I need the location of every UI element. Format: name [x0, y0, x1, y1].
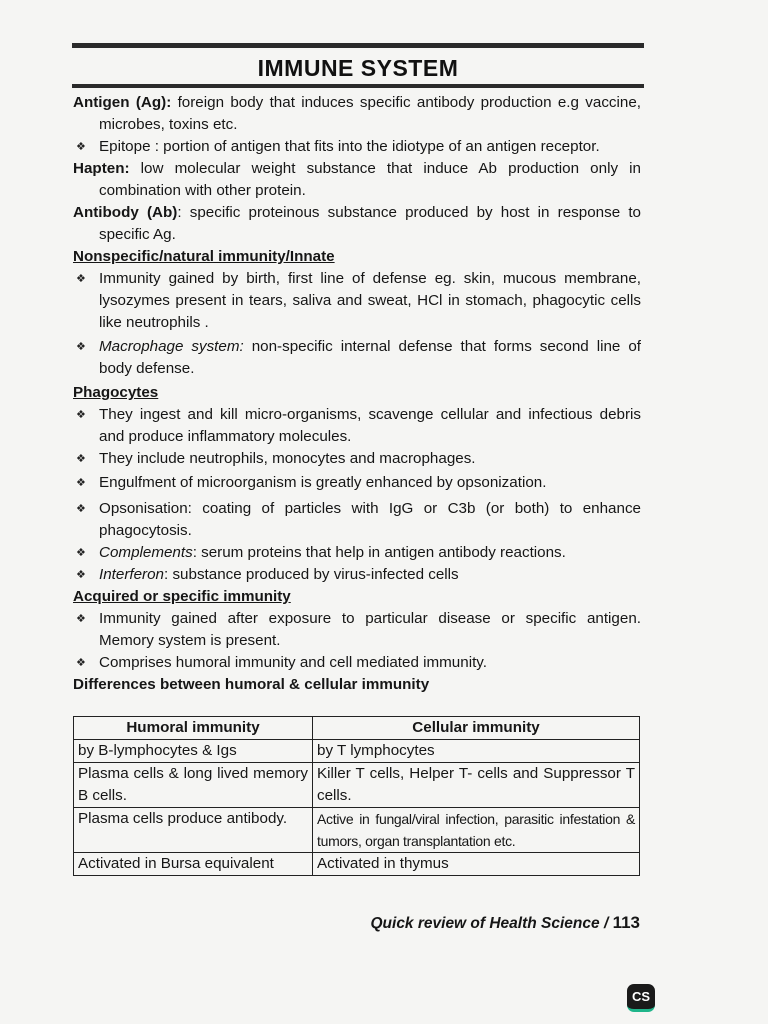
bullet-icon: ❖ — [76, 453, 86, 465]
table-cell: by B-lymphocytes & Igs — [74, 740, 313, 763]
phagocytes-bullet-1 — [73, 404, 641, 448]
epitope-bullet — [73, 136, 641, 158]
table-cell: Plasma cells & long lived memory B cells. — [74, 763, 313, 808]
bullet-icon: ❖ — [76, 547, 86, 559]
table-caption: Differences between humoral & cellular immunity — [73, 676, 430, 693]
table-cell: Active in fungal/viral infection, parasitic infestation & tumors, organ transplantation etc. — [313, 808, 640, 853]
phagocytes-heading: Phagocytes — [73, 384, 159, 401]
nonspecific-heading: Nonspecific/natural immunity/Innate — [73, 248, 335, 265]
phagocytes-bullet-2 — [73, 448, 641, 470]
phagocytes-bullet-6 — [73, 564, 641, 586]
complements-text: : serum proteins that help in antigen antibody reactions. — [192, 544, 566, 561]
acquired-bullet-1 — [73, 608, 641, 652]
table-row — [74, 808, 640, 853]
bullet-icon: ❖ — [76, 141, 86, 153]
phagocytes-bullet-3 — [73, 472, 641, 494]
macrophage-term: Macrophage system: — [99, 338, 244, 355]
hapten-definition — [73, 158, 641, 202]
epitope-text: Epitope : portion of antigen that fits into the idiotype of an antigen receptor. — [99, 138, 600, 155]
complements-term: Complements — [99, 544, 193, 561]
hapten-text: low molecular weight substance that induce Ab production only in combination with other protein. — [99, 160, 641, 199]
nonspecific-bullet-2 — [73, 336, 641, 380]
table-cell: Activated in thymus — [313, 853, 640, 876]
antibody-term: Antibody (Ab) — [73, 204, 178, 221]
table-cell: Plasma cells produce antibody. — [74, 808, 313, 853]
bullet-icon: ❖ — [76, 273, 86, 285]
title-rule-top — [72, 43, 644, 48]
table-header-cellular: Cellular immunity — [313, 717, 640, 740]
interferon-text: : substance produced by virus-infected cells — [164, 566, 459, 583]
phagocytes-bullet-3-text: Engulfment of microorganism is greatly enhanced by opsonization. — [99, 474, 547, 491]
bullet-icon: ❖ — [76, 613, 86, 625]
page-footer — [370, 913, 640, 933]
table-header-humoral: Humoral immunity — [74, 717, 313, 740]
bullet-icon: ❖ — [76, 503, 86, 515]
title-rule-bottom — [72, 84, 644, 88]
immunity-comparison-table — [73, 716, 640, 876]
acquired-bullet-2 — [73, 652, 641, 674]
bullet-icon: ❖ — [76, 569, 86, 581]
antigen-text: foreign body that induces specific antibody production e.g vaccine, microbes, toxins etc. — [99, 94, 641, 133]
table-cell: Activated in Bursa equivalent — [74, 853, 313, 876]
table-header-row — [74, 717, 640, 740]
bullet-icon: ❖ — [76, 657, 86, 669]
acquired-bullet-2-text: Comprises humoral immunity and cell mediated immunity. — [99, 654, 487, 671]
bullet-icon: ❖ — [76, 477, 86, 489]
table-cell: Killer T cells, Helper T- cells and Suppressor T cells. — [313, 763, 640, 808]
table-row — [74, 740, 640, 763]
antigen-term: Antigen (Ag): — [73, 94, 172, 111]
camscanner-badge-icon[interactable]: CS — [627, 984, 655, 1012]
hapten-term: Hapten: — [73, 160, 130, 177]
macrophage-text: non-specific internal defense that forms second line of body defense. — [99, 338, 641, 377]
acquired-bullet-1-text: Immunity gained after exposure to particular disease or specific antigen. Memory system is present. — [99, 610, 641, 649]
table-cell: by T lymphocytes — [313, 740, 640, 763]
page-number: 113 — [612, 913, 640, 932]
interferon-term: Interferon — [99, 566, 165, 583]
nonspecific-bullet-1 — [73, 268, 641, 334]
footer-text: Quick review of Health Science / — [370, 915, 613, 932]
phagocytes-bullet-1-text: They ingest and kill micro-organisms, scavenge cellular and infectious debris and produce inflammatory molecules. — [99, 406, 641, 445]
antigen-definition — [73, 92, 641, 136]
phagocytes-bullet-4 — [73, 498, 641, 542]
antibody-definition — [73, 202, 641, 246]
bullet-icon: ❖ — [76, 341, 86, 353]
acquired-heading: Acquired or specific immunity — [73, 588, 291, 605]
page-content — [73, 92, 641, 696]
antibody-text: : specific proteinous substance produced by host in response to specific Ag. — [99, 204, 641, 243]
table-row — [74, 853, 640, 876]
phagocytes-bullet-4-text: Opsonisation: coating of particles with IgG or C3b (or both) to enhance phagocytosis. — [99, 500, 641, 539]
phagocytes-bullet-5 — [73, 542, 641, 564]
table-row — [74, 763, 640, 808]
bullet-icon: ❖ — [76, 409, 86, 421]
page-title: IMMUNE SYSTEM — [257, 55, 459, 81]
phagocytes-bullet-2-text: They include neutrophils, monocytes and macrophages. — [99, 450, 476, 467]
nonspecific-bullet-1-text: Immunity gained by birth, first line of defense eg. skin, mucous membrane, lysozymes present in tears, saliva and sweat, HCl in stomach, phagocytic cells like neutrophils . — [99, 270, 641, 331]
